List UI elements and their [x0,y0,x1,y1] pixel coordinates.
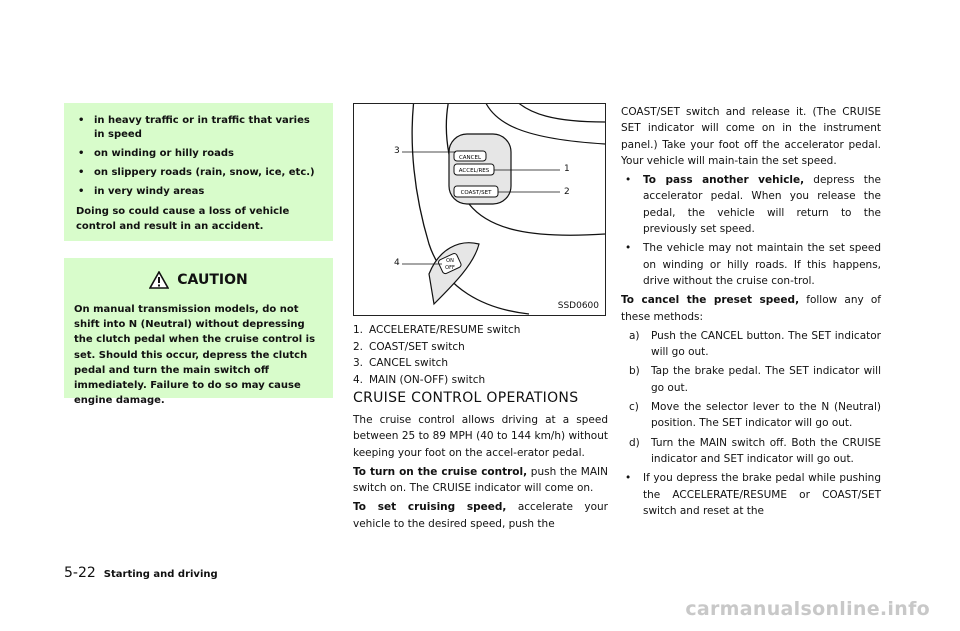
watermark: carmanualsonline.info [685,598,930,620]
page-number: 5-22 [64,565,96,581]
cancel-paragraph: To cancel the preset speed, follow any of these methods: [621,294,882,323]
warning-bullet: • on slippery roads (rain, snow, ice, etc.) [76,166,323,180]
callout-1: 1 [564,164,570,174]
intro-paragraph: The cruise control allows driving at a speed between 25 to 89 MPH (40 to 144 km/h) without keeping your foot on the accel-erator pedal. [353,414,608,459]
warning-box [64,103,333,241]
right-column-text [621,104,881,522]
set-speed-paragraph: To set cruising speed, accelerate your vehicle to the desired speed, push the [353,501,608,530]
caution-header [74,270,323,290]
method-item: b) Tap the brake pedal. The SET indicator will go out. [629,365,881,394]
legend-item: 1. ACCELERATE/RESUME switch [353,324,521,336]
method-item: c) Move the selector lever to the N (Neutral) position. The SET indicator will go out. [629,401,881,430]
legend-item: 4. MAIN (ON-OFF) switch [353,373,486,386]
figure-legend [353,322,608,388]
legend-item: 3. CANCEL switch [353,357,449,369]
callout-3: 3 [394,146,400,156]
brake-bullet: • If you depress the brake pedal while pushing the ACCELERATE/RESUME or COAST/SET switch and reset at the [621,470,881,519]
middle-column-text [353,412,608,535]
footer-section: Starting and driving [103,569,218,580]
steering-wheel-figure [353,103,606,316]
accel-button-label: ACCEL/RES [458,168,490,174]
callout-4: 4 [394,258,400,268]
turn-on-paragraph: To turn on the cruise control, push the MAIN switch on. The CRUISE indicator will come on. [353,465,608,495]
continued-paragraph: COAST/SET switch and release it. (The CRUISE SET indicator will come on in the instrument panel.) Take your foot off the accelerator pedal. Your vehicle will main-tain the set speed. [621,106,881,167]
legend-item: 2. COAST/SET switch [353,340,465,353]
section-heading: CRUISE CONTROL OPERATIONS [353,390,579,406]
warning-tail: Doing so could cause a loss of vehicle control and result in an accident. [76,206,290,232]
figure-code: SSD0600 [557,301,599,311]
pass-bullet: • To pass another vehicle, depress the accelerator pedal. When you release the pedal, the vehicle will return to the previously set speed. [621,172,881,237]
coast-button-label: COAST/SET [460,190,492,196]
warning-bullet: • in very windy areas [76,185,323,199]
callout-2: 2 [564,187,570,197]
hills-bullet: • The vehicle may not maintain the set speed on winding or hilly roads. If this happens, drive without the cruise con-trol. [621,240,881,289]
off-label: OFF [445,265,455,271]
caution-icon [149,271,169,289]
cancel-button-label: CANCEL [458,155,482,161]
page-footer [64,565,218,581]
method-item: a) Push the CANCEL button. The SET indicator will go out. [629,329,881,359]
caution-text: On manual transmission models, do not shift into N (Neutral) without depressing the clutch pedal when the cruise control is set. Should this occur, depress the clutch pedal and turn the main switch off immediately. Failure to do so may cause engine damage. [74,304,316,407]
steering-wheel-illustration [354,104,605,315]
warning-bullet: • on winding or hilly roads [76,147,323,161]
method-item: d) Turn the MAIN switch off. Both the CRUISE indicator and SET indicator will go out. [629,436,881,465]
caution-box [64,258,333,407]
warning-bullet: • in heavy traffic or in traffic that varies in speed [76,114,323,142]
on-label: ON [446,258,454,264]
caution-title: CAUTION [177,272,248,288]
